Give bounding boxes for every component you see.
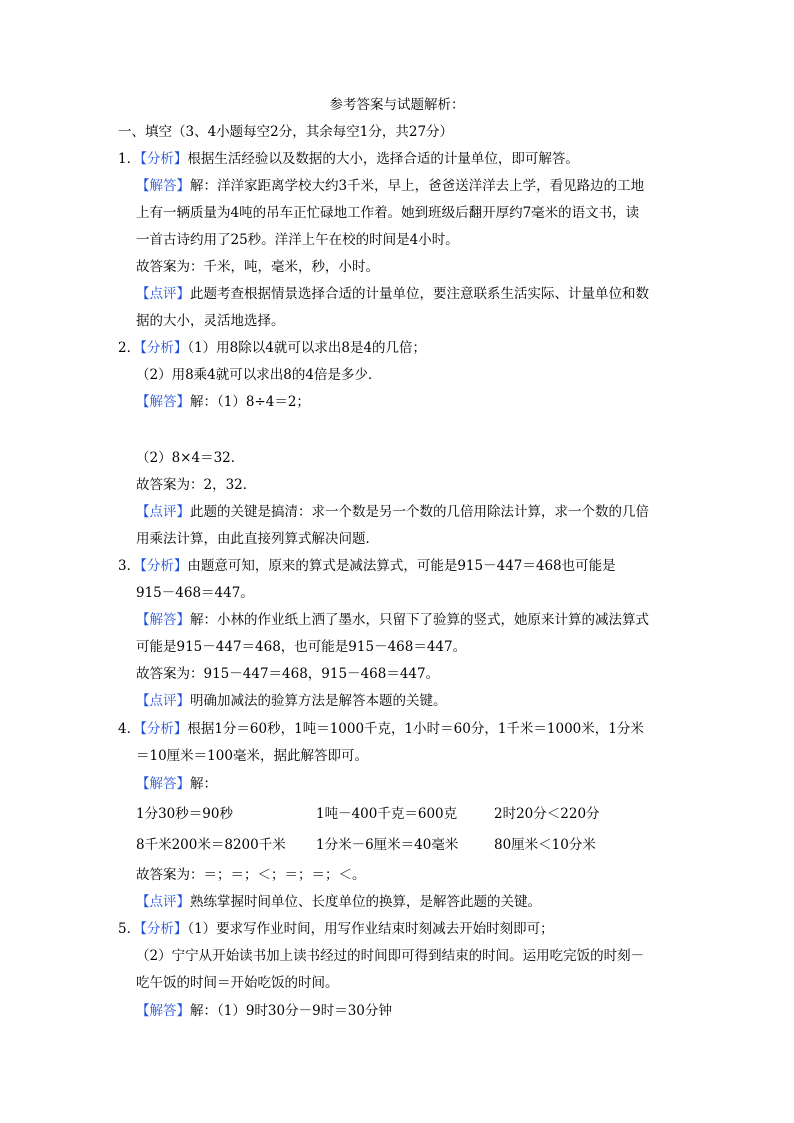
q2-analysis-line bbox=[118, 339, 426, 357]
q2-answer-text-1: 解：（1）8÷4＝2； bbox=[190, 394, 310, 410]
analysis-tag: 【分析】 bbox=[140, 558, 188, 574]
q1-analysis-line bbox=[118, 150, 579, 168]
q3-answer-text-2: 可能是915－447＝468，也可能是915－468＝447。 bbox=[136, 639, 467, 655]
q4-answer-text: 解： bbox=[190, 776, 217, 792]
q4-conversion-cell: 1吨－400千克＝600克 bbox=[316, 806, 458, 822]
q4-final-answer: 故答案为：＝；＝；＜；＝；＝；＜。 bbox=[136, 867, 366, 883]
analysis-tag: 【分析】 bbox=[140, 151, 188, 167]
q2-comment-text-2: 用乘法计算，由此直接列算式解决问题． bbox=[136, 531, 379, 547]
comment-tag: 【点评】 bbox=[136, 286, 190, 302]
comment-tag: 【点评】 bbox=[136, 894, 190, 910]
q2-analysis-text-2: （2）用8乘4就可以求出8的4倍是多少． bbox=[136, 367, 382, 383]
q1-answer-text-2: 上有一辆质量为4吨的吊车正忙碌地工作着。她到班级后翻开厚约7毫米的语文书，读 bbox=[136, 205, 640, 221]
answer-tag: 【解答】 bbox=[136, 612, 190, 628]
q2-number: 2． bbox=[118, 340, 141, 356]
q4-analysis-text-1: 根据1分＝60秒，1吨＝1000千克，1小时＝60分，1千米＝1000米，1分米 bbox=[187, 721, 644, 737]
q4-answer-line bbox=[136, 775, 217, 793]
answer-tag: 【解答】 bbox=[136, 178, 190, 194]
q1-answer-text-3: 一首古诗约用了25秒。洋洋上午在校的时间是4小时。 bbox=[136, 232, 459, 248]
q5-answer-text-1: 解：（1）9时30分－9时＝30分钟 bbox=[190, 1003, 392, 1019]
q1-final-answer: 故答案为：千米，吨，毫米，秒，小时。 bbox=[136, 259, 379, 275]
q3-comment-text: 明确加减法的验算方法是解答本题的关键。 bbox=[190, 693, 447, 709]
q5-analysis-text-3: 吃午饭的时间＝开始吃饭的时间。 bbox=[136, 975, 339, 991]
answer-tag: 【解答】 bbox=[136, 776, 190, 792]
comment-tag: 【点评】 bbox=[136, 693, 190, 709]
q1-number: 1． bbox=[118, 151, 141, 167]
q4-analysis-line bbox=[118, 720, 644, 738]
q2-comment-text-1: 此题的关键是搞清：求一个数是另一个数的几倍用除法计算，求一个数的几倍 bbox=[190, 504, 649, 520]
q5-analysis-line bbox=[118, 920, 554, 938]
q5-number: 5． bbox=[118, 921, 141, 937]
q4-comment-line bbox=[136, 893, 541, 911]
page-title: 参考答案与试题解析： bbox=[329, 97, 465, 113]
q4-number: 4． bbox=[118, 721, 141, 737]
q3-analysis-line bbox=[118, 557, 616, 575]
comment-tag: 【点评】 bbox=[136, 504, 190, 520]
q2-comment-line bbox=[136, 503, 649, 521]
q1-comment-text-1: 此题考查根据情景选择合适的计量单位，要注意联系生活实际、计量单位和数 bbox=[190, 286, 649, 302]
q4-comment-text: 熟练掌握时间单位、长度单位的换算，是解答此题的关键。 bbox=[190, 894, 541, 910]
q5-analysis-text-1: （1）要求写作业时间，用写作业结束时刻减去开始时刻即可； bbox=[187, 921, 554, 937]
q3-analysis-text-1: 由题意可知，原来的算式是减法算式，可能是915－447＝468也可能是 bbox=[187, 558, 616, 574]
q1-comment-text-2: 据的大小，灵活地选择。 bbox=[136, 313, 285, 329]
q3-comment-line bbox=[136, 692, 447, 710]
q2-final-answer: 故答案为：2，32． bbox=[136, 477, 257, 493]
q3-analysis-text-2: 915－468＝447。 bbox=[136, 585, 254, 601]
q4-conversion-cell: 2时20分＜220分 bbox=[494, 806, 600, 822]
q4-analysis-text-2: ＝10厘米＝100毫米，据此解答即可。 bbox=[136, 748, 368, 764]
q3-answer-text-1: 解：小林的作业纸上洒了墨水，只留下了验算的竖式，她原来计算的减法算式 bbox=[190, 612, 649, 628]
q3-answer-line bbox=[136, 611, 649, 629]
q2-answer-text-2: （2）8×4＝32． bbox=[136, 450, 245, 466]
q5-analysis-text-2: （2）宁宁从开始读书加上读书经过的时间即可得到结束的时间。运用吃完饭的时刻－ bbox=[136, 948, 645, 964]
analysis-tag: 【分析】 bbox=[140, 721, 188, 737]
q3-number: 3． bbox=[118, 558, 141, 574]
q4-conversion-cell: 1分米－6厘米＝40毫米 bbox=[316, 837, 459, 853]
answer-tag: 【解答】 bbox=[136, 1003, 190, 1019]
q2-answer-line bbox=[136, 393, 310, 411]
q4-conversion-cell: 8千米200米＝8200千米 bbox=[136, 837, 286, 853]
answer-tag: 【解答】 bbox=[136, 394, 190, 410]
q4-conversion-cell: 1分30秒＝90秒 bbox=[136, 806, 233, 822]
analysis-tag: 【分析】 bbox=[140, 340, 188, 356]
analysis-tag: 【分析】 bbox=[140, 921, 188, 937]
q1-analysis-text: 根据生活经验以及数据的大小，选择合适的计量单位，即可解答。 bbox=[187, 151, 579, 167]
q4-conversion-cell: 80厘米＜10分米 bbox=[494, 837, 596, 853]
q2-analysis-text-1: （1）用8除以4就可以求出8是4的几倍； bbox=[187, 340, 427, 356]
q1-answer-text-1: 解：洋洋家距离学校大约3千米，早上，爸爸送洋洋去上学，看见路边的工地 bbox=[190, 178, 645, 194]
q1-answer-line bbox=[136, 177, 644, 195]
q5-answer-line bbox=[136, 1002, 392, 1020]
section-heading: 一、填空（3、4小题每空2分，其余每空1分，共27分） bbox=[118, 124, 454, 140]
q3-final-answer: 故答案为：915－447＝468，915－468＝447。 bbox=[136, 666, 440, 682]
q1-comment-line bbox=[136, 285, 649, 303]
